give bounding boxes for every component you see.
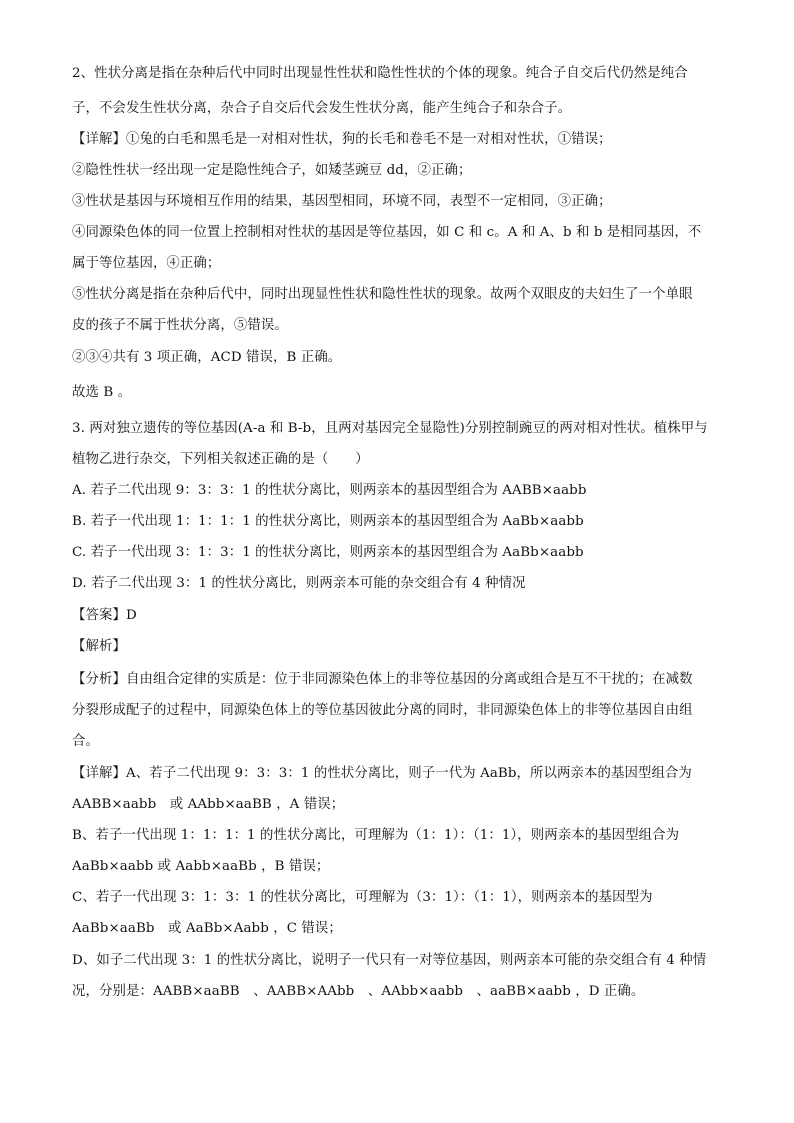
option-a: A. 若子二代出现 9：3：3：1 的性状分离比，则两亲本的基因型组合为 AABB×aabb [72, 483, 587, 498]
option-b: B. 若子一代出现 1：1：1：1 的性状分离比，则两亲本的基因型组合为 AaBb×aabb [72, 514, 584, 529]
text-line: 2、性状分离是指在杂种后代中同时出现显性性状和隐性性状的个体的现象。纯合子自交后代仍然是纯合 [72, 66, 688, 81]
text-line: ③性状是基因与环境相互作用的结果，基因型相同，环境不同，表型不一定相同，③正确； [72, 194, 612, 209]
option-d: D. 若子二代出现 3：1 的性状分离比，则两亲本可能的杂交组合有 4 种情况 [72, 576, 526, 591]
text-line: C、若子一代出现 3：1：3：1 的性状分离比，可理解为（3：1）：（1：1），则两亲本的基因型为 [72, 890, 653, 905]
text-line: 况，分别是：AABB×aaBB 、AABB×AAbb 、AAbb×aabb 、aaBB×aabb ，D 正确。 [72, 984, 645, 999]
text-line: 【详解】A、若子二代出现 9：3：3：1 的性状分离比，则子一代为 AaBb，所以两亲本的基因型组合为 [72, 766, 692, 781]
answer-label: 【答案】D [72, 608, 137, 623]
option-c: C. 若子一代出现 3：1：3：1 的性状分离比，则两亲本的基因型组合为 AaBb×aabb [72, 545, 584, 560]
analysis-label: 【解析】 [72, 639, 126, 654]
text-line: 属于等位基因，④正确； [72, 256, 221, 271]
text-line: B、若子一代出现 1：1：1：1 的性状分离比，可理解为（1：1）：（1：1），则两亲本的基因型组合为 [72, 828, 680, 843]
text-line: ⑤性状分离是指在杂种后代中，同时出现显性性状和隐性性状的现象。故两个双眼皮的夫妇生了一个单眼 [72, 287, 693, 302]
text-line: AaBb×aabb 或 Aabb×aaBb ，B 错误； [72, 859, 330, 874]
question-stem: 3. 两对独立遗传的等位基因(A-a 和 B-b，且两对基因完全显隐性)分别控制豌豆的两对相对性状。植株甲与 [72, 421, 708, 436]
text-line: AaBb×aaBb 或 AaBb×Aabb ，C 错误； [72, 921, 342, 936]
text-line: D、如子二代出现 3：1 的性状分离比，说明子一代只有一对等位基因，则两亲本可能的杂交组合有 4 种情 [72, 953, 707, 968]
text-line: AABB×aabb 或 AAbb×aaBB ，A 错误； [72, 797, 345, 812]
text-line: ②隐性性状一经出现一定是隐性纯合子，如矮茎豌豆 dd，②正确； [72, 163, 472, 178]
text-line: 分裂形成配子的过程中，同源染色体上的等位基因彼此分离的同时，非同源染色体上的非等位基因自由组 [72, 703, 693, 718]
text-line: 皮的孩子不属于性状分离，⑤错误。 [72, 318, 288, 333]
text-line: 【详解】①兔的白毛和黑毛是一对相对性状，狗的长毛和卷毛不是一对相对性状，①错误； [72, 132, 612, 147]
text-line: ④同源染色体的同一位置上控制相对性状的基因是等位基因，如 C 和 c。A 和 A、b 和 b 是相同基因，不 [72, 225, 702, 240]
text-line: 合。 [72, 734, 99, 749]
text-line: 【分析】自由组合定律的实质是：位于非同源染色体上的非等位基因的分离或组合是互不干扰的；在减数 [72, 672, 693, 687]
text-line: ②③④共有 3 项正确，ACD 错误，B 正确。 [72, 350, 342, 365]
text-line: 子，不会发生性状分离，杂合子自交后代会发生性状分离，能产生纯合子和杂合子。 [72, 101, 572, 116]
text-line: 故选 B 。 [72, 385, 132, 400]
question-stem: 植物乙进行杂交，下列相关叙述正确的是（ ） [72, 452, 369, 467]
